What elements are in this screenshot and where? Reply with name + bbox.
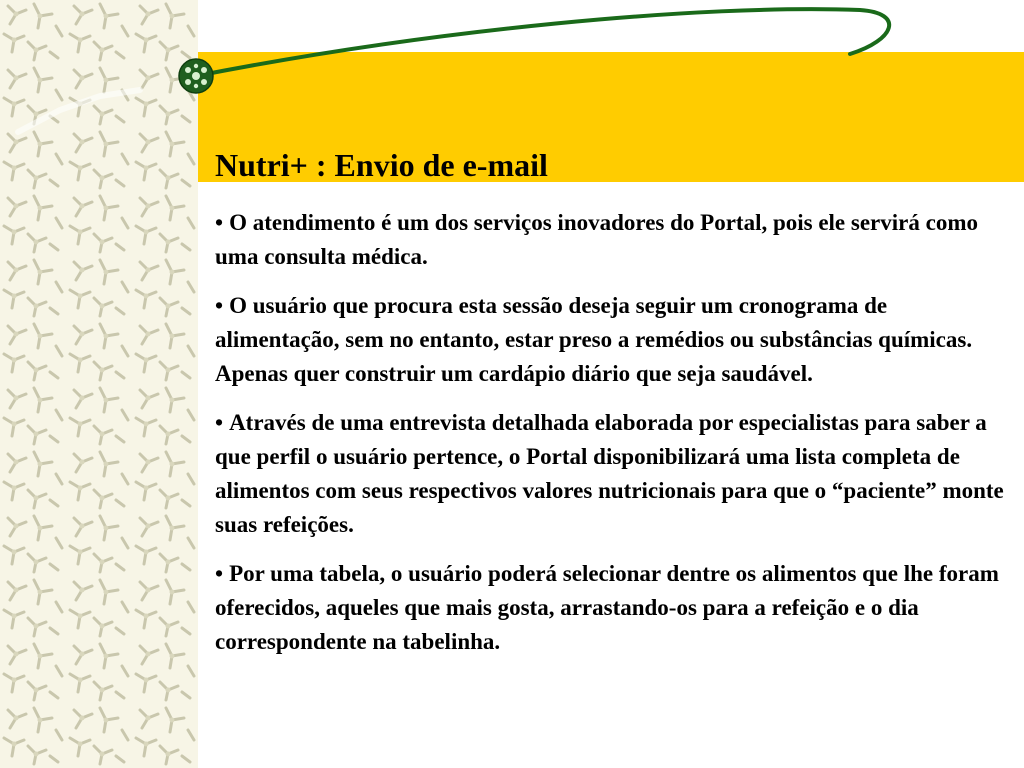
molecule-pattern-panel xyxy=(0,0,198,768)
molecule-pattern-icon xyxy=(0,0,198,768)
bullet-text: O atendimento é um dos serviços inovadores do Portal, pois ele servirá como uma consulta médica. xyxy=(215,210,978,269)
bullet-marker: • xyxy=(215,293,224,318)
bullet-item xyxy=(215,406,1005,542)
bullet-list xyxy=(215,206,1005,674)
bullet-text: Através de uma entrevista detalhada elaborada por especialistas para saber a que perfil o usuário pertence, o Portal disponibilizará uma lista completa de alimentos com seus respectivos valores nutricionais para que o “paciente” monte suas refeições. xyxy=(215,410,1004,537)
slide-title: Nutri+ : Envio de e-mail xyxy=(215,147,548,183)
bullet-text: O usuário que procura esta sessão deseja seguir um cronograma de alimentação, sem no entanto, estar preso a remédios ou substâncias químicas. Apenas quer construir um cardápio diário que seja saudável. xyxy=(215,293,973,386)
bullet-item xyxy=(215,289,1005,391)
bullet-item xyxy=(215,557,1005,659)
bullet-text: Por uma tabela, o usuário poderá selecionar dentre os alimentos que lhe foram oferecidos, aqueles que mais gosta, arrastando-os para a refeição e o dia correspondente na tabelinha. xyxy=(215,561,999,654)
bullet-marker: • xyxy=(215,210,224,235)
bullet-item xyxy=(215,206,1005,274)
bullet-marker: • xyxy=(215,561,224,586)
bullet-marker: • xyxy=(215,410,224,435)
